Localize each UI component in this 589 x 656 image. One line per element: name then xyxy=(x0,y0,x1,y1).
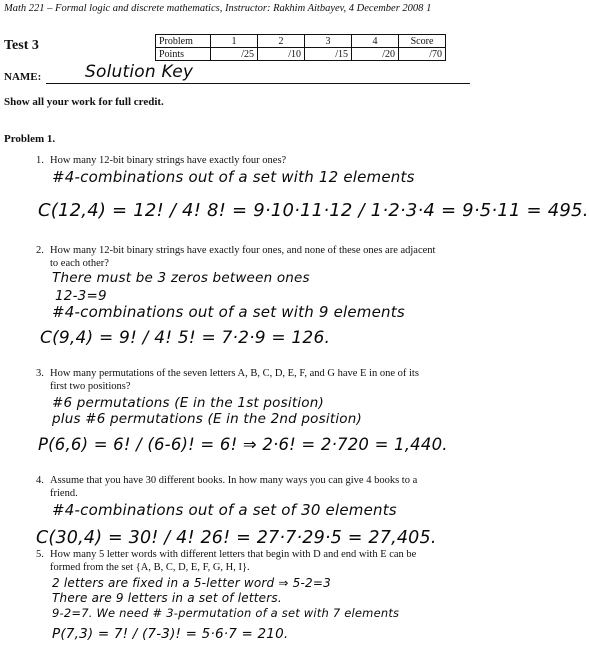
answer-work-line: 12-3=9 xyxy=(55,288,107,304)
answer-work-line: 9-2=7. We need # 3-permutation of a set with 7 elements xyxy=(52,606,400,620)
page-header xyxy=(4,3,431,14)
score-cell: 4 xyxy=(352,35,399,48)
question-text-cont: formed from the set {A, B, C, D, E, F, G, H, I}. xyxy=(50,562,250,573)
score-cell: /10 xyxy=(258,48,305,61)
score-cell: Problem xyxy=(156,35,211,48)
question-text-cont: friend. xyxy=(50,488,78,499)
question-text: How many 12-bit binary strings have exactly four ones? xyxy=(50,155,287,166)
answer-work-line: C(30,4) = 30! / 4! 26! = 27·7·29·5 = 27,405. xyxy=(36,528,437,548)
question-text: How many permutations of the seven letters A, B, C, D, E, F, and G have E in one of its xyxy=(50,368,419,379)
question-text: How many 12-bit binary strings have exactly four ones, and none of these ones are adjacent xyxy=(50,245,436,256)
score-cell: 3 xyxy=(305,35,352,48)
answer-work-line: #4-combinations out of a set with 12 elements xyxy=(52,168,415,186)
question-number: 5. xyxy=(36,549,44,560)
problem-heading: Problem 1. xyxy=(4,133,56,145)
answer-work-line: plus #6 permutations (E in the 2nd position) xyxy=(52,411,362,427)
score-cell: /25 xyxy=(211,48,258,61)
page-number: 1 xyxy=(426,3,432,14)
question-number: 1. xyxy=(36,155,44,166)
answer-work-line: 2 letters are fixed in a 5-letter word ⇒ 5-2=3 xyxy=(52,576,331,590)
answer-work-line: C(9,4) = 9! / 4! 5! = 7·2·9 = 126. xyxy=(40,328,331,348)
name-line xyxy=(46,83,470,84)
score-table-points-row xyxy=(156,48,446,61)
score-table xyxy=(155,34,446,61)
header-title: Math 221 – Formal logic and discrete mathematics, Instructor: Rakhim Aitbayev, 4 December 2008 xyxy=(4,3,424,14)
score-cell: Points xyxy=(156,48,211,61)
score-cell: /15 xyxy=(305,48,352,61)
question-number: 3. xyxy=(36,368,44,379)
answer-work-line: There are 9 letters in a set of letters. xyxy=(52,591,282,605)
answer-work-line: P(6,6) = 6! / (6-6)! = 6! ⇒ 2·6! = 2·720 = 1,440. xyxy=(38,435,448,454)
question-text-cont: first two positions? xyxy=(50,381,131,392)
question-text-cont: to each other? xyxy=(50,258,109,269)
score-cell: /20 xyxy=(352,48,399,61)
answer-work-line: There must be 3 zeros between ones xyxy=(52,270,310,286)
question-number: 2. xyxy=(36,245,44,256)
answer-work-line: #4-combinations out of a set of 30 elements xyxy=(52,501,397,519)
name-label: NAME: xyxy=(4,71,42,83)
score-cell: /70 xyxy=(399,48,446,61)
answer-work-line: #4-combinations out of a set with 9 elements xyxy=(52,303,405,321)
score-cell: 1 xyxy=(211,35,258,48)
name-value: Solution Key xyxy=(85,62,194,82)
answer-work-line: #6 permutations (E in the 1st position) xyxy=(52,395,324,411)
score-cell: Score xyxy=(399,35,446,48)
question-number: 4. xyxy=(36,475,44,486)
score-cell: 2 xyxy=(258,35,305,48)
answer-work-line: P(7,3) = 7! / (7-3)! = 5·6·7 = 210. xyxy=(52,626,289,642)
score-table-header-row xyxy=(156,35,446,48)
instructions: Show all your work for full credit. xyxy=(4,96,164,108)
question-text: How many 5 letter words with different letters that begin with D and end with E can be xyxy=(50,549,417,560)
answer-work-line: C(12,4) = 12! / 4! 8! = 9·10·11·12 / 1·2·3·4 = 9·5·11 = 495. xyxy=(38,200,589,221)
question-text: Assume that you have 30 different books. In how many ways you can give 4 books to a xyxy=(50,475,418,486)
test-title: Test 3 xyxy=(4,38,39,53)
